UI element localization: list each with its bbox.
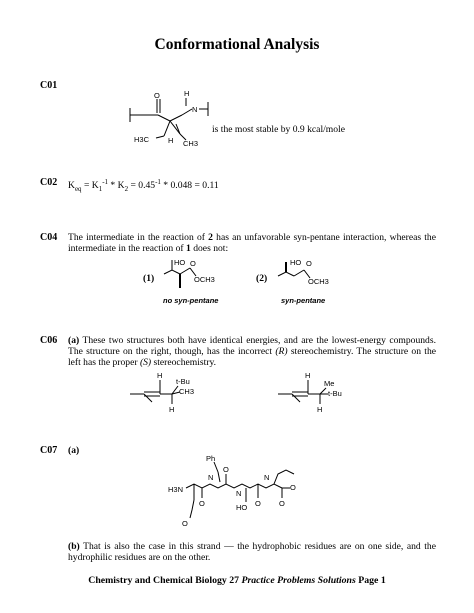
page-title: Conformational Analysis bbox=[154, 36, 320, 53]
section-label-c06: C06 bbox=[40, 335, 58, 346]
c04-structure-1-number: (1) bbox=[143, 273, 155, 284]
c01-text: is the most stable by 0.9 kcal/mole bbox=[212, 124, 345, 135]
c01-atom-n: N bbox=[192, 105, 198, 114]
c07-atom-o-6: O bbox=[182, 519, 188, 528]
c07-atom-o-3: O bbox=[255, 499, 261, 508]
c01-structure bbox=[130, 88, 210, 152]
c06-structure-left bbox=[130, 372, 200, 418]
c07-atom-h3n: H3N bbox=[168, 485, 184, 494]
c06-atom-h-right-bottom: H bbox=[317, 405, 323, 414]
section-label-c01: C01 bbox=[40, 80, 58, 91]
c01-atom-h3c: H3C bbox=[134, 135, 150, 144]
c06-atom-h-left-bottom: H bbox=[169, 405, 175, 414]
c02-equation: $K_{eq} = K_1^{-1} * K_2 = 0.45^{-1} * 0.048 = 0.11$ bbox=[68, 178, 219, 194]
c04-structure-2 bbox=[276, 258, 336, 294]
page-footer: Chemistry and Chemical Biology 27 Practice Problems Solutions Page 1 bbox=[88, 575, 386, 586]
c07-atom-o-4: O bbox=[290, 483, 296, 492]
c04-atom-o-2: O bbox=[306, 259, 312, 268]
c07-atom-ph: Ph bbox=[206, 454, 216, 463]
c06-atom-ch3-left: CH3 bbox=[179, 387, 195, 396]
c06-atom-me-right: Me bbox=[324, 379, 335, 388]
c04-structure-2-number: (2) bbox=[256, 273, 268, 284]
section-label-c02: C02 bbox=[40, 177, 58, 188]
c07-atom-o-5: O bbox=[279, 499, 285, 508]
c01-atom-h-bottom: H bbox=[168, 136, 174, 145]
c04-text: The intermediate in the reaction of 2 has an unfavorable syn-pentane interaction, whereas the intermediate in the reaction of 1 does not: bbox=[68, 232, 436, 254]
c04-atom-ho-2: HO bbox=[290, 258, 302, 267]
c06-text: (a) These two structures both have identical energies, and are the lowest-energy compounds. The structure on the right, though, has the incorrect (R) stereochemistry. The structure on the left has the proper (S) stereochemistry. bbox=[68, 335, 436, 368]
section-label-c07: C07 bbox=[40, 445, 58, 456]
c06-atom-tbu-right: t-Bu bbox=[328, 389, 342, 398]
c07-atom-n-2: N bbox=[236, 489, 242, 498]
c01-atom-ch3: CH3 bbox=[183, 139, 199, 148]
c01-atom-o: O bbox=[154, 91, 160, 100]
c04-atom-o-1: O bbox=[190, 259, 196, 268]
c06-atom-tbu-left: t-Bu bbox=[176, 377, 190, 386]
c07-part-a: (a) bbox=[68, 445, 80, 456]
c01-atom-h-top: H bbox=[184, 89, 190, 98]
c04-structure-1 bbox=[162, 258, 222, 294]
c07-atom-n-3: N bbox=[264, 473, 270, 482]
c07-peptide-structure bbox=[166, 452, 306, 532]
c04-atom-och3-1: OCH3 bbox=[194, 275, 215, 284]
c04-atom-ho-1: HO bbox=[174, 258, 186, 267]
c06-atom-h-right-top: H bbox=[305, 371, 311, 380]
c06-atom-h-left-top: H bbox=[157, 371, 163, 380]
c06-structure-right bbox=[278, 372, 348, 418]
c07-atom-o-2: O bbox=[223, 465, 229, 474]
c07-atom-ho: HO bbox=[236, 503, 248, 512]
c07-atom-n-1: N bbox=[208, 473, 214, 482]
c07-atom-o-1: O bbox=[199, 499, 205, 508]
c04-atom-och3-2: OCH3 bbox=[308, 277, 329, 286]
c04-caption-1: no syn-pentane bbox=[163, 296, 219, 305]
c07-text-b: (b) That is also the case in this strand — the hydrophobic residues are on one side, and the hydrophilic residues are on the other. bbox=[68, 541, 436, 563]
section-label-c04: C04 bbox=[40, 232, 58, 243]
c04-caption-2: syn-pentane bbox=[281, 296, 326, 305]
